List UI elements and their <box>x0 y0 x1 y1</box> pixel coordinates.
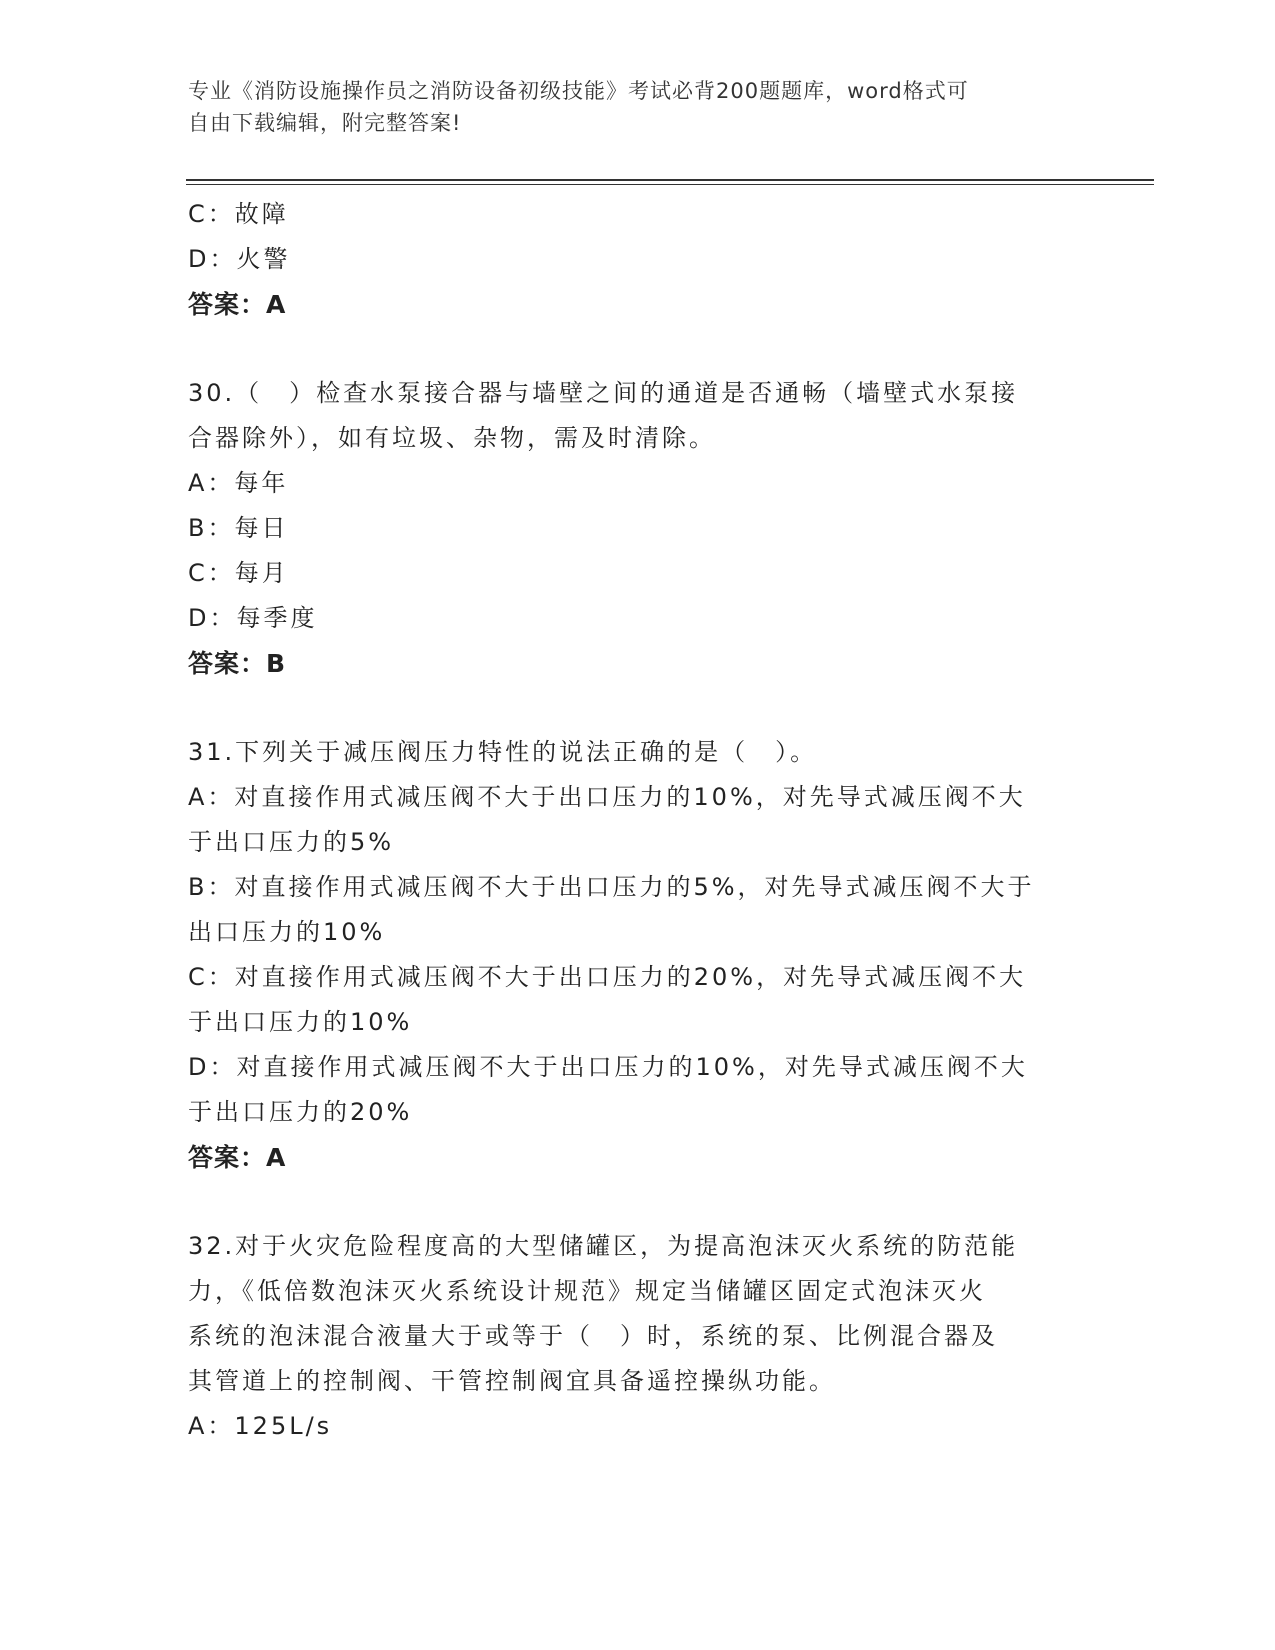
question-stem-line: 合器除外），如有垃圾、杂物，需及时清除。 <box>188 424 716 452</box>
option-a: A：对直接作用式减压阀不大于出口压力的10%，对先导式减压阀不大 <box>188 783 1026 811</box>
question-30 <box>188 371 1088 686</box>
option-a: A：每年 <box>188 469 289 497</box>
question-stem-line: 32.对于火灾危险程度高的大型储罐区，为提高泡沫灭火系统的防范能 <box>188 1232 1019 1260</box>
option-c-cont: 于出口压力的10% <box>188 1008 413 1036</box>
question-stem-line: 30.（ ）检查水泵接合器与墙壁之间的通道是否通畅（墙壁式水泵接 <box>188 379 1019 407</box>
answer: 答案：A <box>188 1143 287 1172</box>
option-a: A：125L/s <box>188 1412 333 1440</box>
question-29 <box>188 192 1088 327</box>
option-b: B：对直接作用式减压阀不大于出口压力的5%，对先导式减压阀不大于 <box>188 873 1035 901</box>
question-stem-line: 系统的泡沫混合液量大于或等于（ ）时，系统的泵、比例混合器及 <box>188 1322 998 1350</box>
answer: 答案：B <box>188 649 287 678</box>
header-line-1: 专业《消防设施操作员之消防设备初级技能》考试必背200题题库，word格式可 <box>188 79 969 103</box>
spacer <box>188 1180 1088 1224</box>
header-line-2: 自由下载编辑，附完整答案! <box>188 111 462 135</box>
option-d: D：每季度 <box>188 604 318 632</box>
option-a-cont: 于出口压力的5% <box>188 828 395 856</box>
spacer <box>188 686 1088 730</box>
option-b-cont: 出口压力的10% <box>188 918 386 946</box>
page-header <box>188 75 1068 139</box>
option-c: C：对直接作用式减压阀不大于出口压力的20%，对先导式减压阀不大 <box>188 963 1027 991</box>
question-stem-line: 其管道上的控制阀、干管控制阀宜具备遥控操纵功能。 <box>188 1367 836 1395</box>
question-31 <box>188 730 1088 1180</box>
header-rule-thin <box>186 184 1154 185</box>
question-stem-line: 力，《低倍数泡沫灭火系统设计规范》规定当储罐区固定式泡沫灭火 <box>188 1277 986 1305</box>
option-d-cont: 于出口压力的20% <box>188 1098 413 1126</box>
answer: 答案：A <box>188 290 287 319</box>
option-d: D：火警 <box>188 245 291 273</box>
option-d: D：对直接作用式减压阀不大于出口压力的10%，对先导式减压阀不大 <box>188 1053 1028 1081</box>
question-list <box>188 192 1088 1449</box>
spacer <box>188 327 1088 371</box>
option-c: C：每月 <box>188 559 289 587</box>
question-32 <box>188 1224 1088 1449</box>
option-b: B：每日 <box>188 514 289 542</box>
question-stem: 31.下列关于减压阀压力特性的说法正确的是（ ）。 <box>188 738 818 766</box>
header-rule-thick <box>186 179 1154 181</box>
option-c: C：故障 <box>188 200 289 228</box>
